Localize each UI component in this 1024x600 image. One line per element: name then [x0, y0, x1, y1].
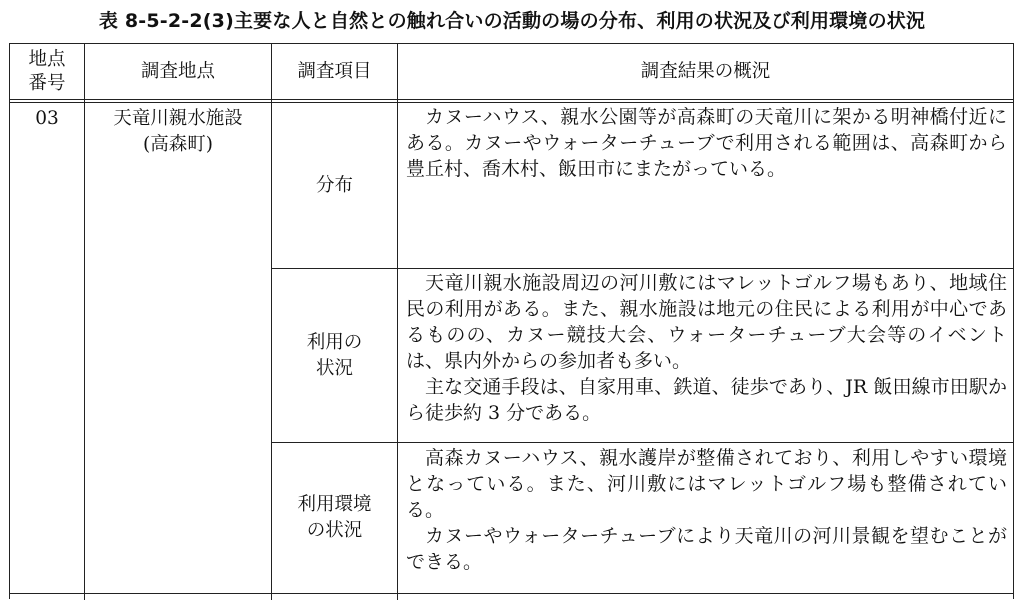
location-name: 天竜川親水施設: [113, 108, 243, 129]
item-label-usage-line2: 状況: [315, 357, 353, 379]
item-label-distribution-text: 分布: [315, 175, 353, 196]
col-divider-3: [397, 44, 398, 600]
result-usage-paragraph-2: 主な交通手段は、自家用車、鉄道、徒歩であり、JR 飯田線市田駅から徒歩約 3 分である。: [406, 376, 1007, 424]
header-rule: [10, 99, 1013, 103]
header-point-number-line2: 番号: [28, 72, 66, 94]
result-environment-paragraph-1: 高森カヌーハウス、親水護岸が整備されており、利用しやすい環境となっている。また、河川敷にはマレットゴルフ場も整備されている。: [406, 447, 1007, 521]
point-location: [85, 106, 271, 158]
result-usage: [406, 270, 1007, 426]
result-distribution: [406, 104, 1007, 182]
location-town: (高森町): [143, 134, 213, 155]
item-label-usage: [272, 269, 397, 442]
result-environment-paragraph-2: カヌーやウォーターチューブにより天竜川の河川景観を望むことができる。: [406, 525, 1007, 573]
survey-table: [9, 43, 1014, 599]
header-result: 調査結果の概況: [640, 60, 771, 82]
result-distribution-paragraph: カヌーハウス、親水公園等が高森町の天竜川に架かる明神橋付近にある。カヌーやウォーターチューブで利用される範囲は、高森町から豊丘村、喬木村、飯田市にまたがっている。: [406, 106, 1007, 180]
header-location: 調査地点: [140, 60, 215, 82]
item-label-usage-line1: 利用の: [306, 331, 363, 353]
item-label-environment-line1: 利用環境: [297, 494, 372, 515]
point-number: 03: [35, 108, 59, 129]
item-label-distribution: [272, 104, 397, 268]
table-title: 表 8-5-2-2(3)主要な人と自然との触れ合いの活動の場の分布、利用の状況及び利用環境の状況: [98, 10, 926, 32]
header-point-number: [10, 44, 84, 99]
item-label-environment-line2: の状況: [306, 520, 363, 541]
header-point-number-line1: 地点: [28, 48, 66, 70]
header-item: 調査項目: [297, 60, 372, 82]
result-usage-paragraph-1: 天竜川親水施設周辺の河川敷にはマレットゴルフ場もあり、地域住民の利用がある。また、親水施設は地元の住民による利用が中心であるものの、カヌー競技大会、ウォーターチューブ大会等のイベントは、県内外からの参加者も多い。: [406, 272, 1007, 372]
item-label-environment: [272, 443, 397, 593]
row-divider-bottom: [10, 593, 1013, 594]
result-environment: [406, 445, 1007, 575]
